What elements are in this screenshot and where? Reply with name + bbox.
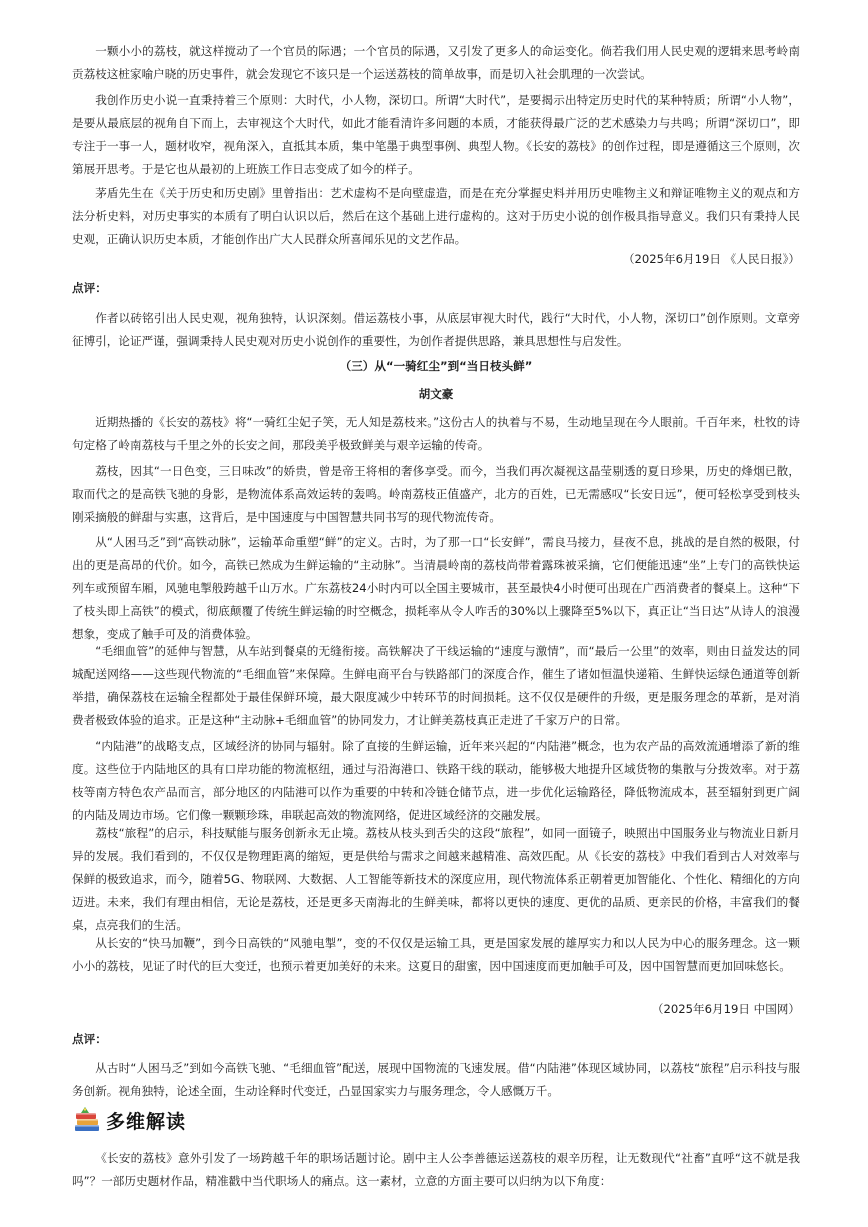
- article1-paragraph: 我创作历史小说一直秉持着三个原则：大时代，小人物，深切口。所谓“大时代”，是要揭示出特定历史时代的某种特质；所谓“小人物”，是要从最底层的视角自下而上，去审视这个大时代，如此才能看清许多问题的本质，才能获得最广泛的艺术感染力与共鸣；所谓“深切口”，即专注于一事一人，题材收窄，视角深入，直抵其本质，集中笔墨于典型事例、典型人物。《长安的荔枝》的创作过程，即是遵循这三个原则，次第展开思考。于是它也从最初的上班族工作日志变成了如今的样子。: [72, 93, 800, 176]
- article2-paragraph: 近期热播的《长安的荔枝》将“一骑红尘妃子笑，无人知是荔枝来。”这份古人的执着与不易，生动地呈现在今人眼前。千百年来，杜牧的诗句定格了岭南荔枝与千里之外的长安之间，那段美乎极致鲜美与艰辛运输的传奇。: [72, 415, 800, 452]
- article2-paragraph: “毛细血管”的延伸与智慧，从车站到餐桌的无缝衔接。高铁解决了干线运输的“速度与激情”，而“最后一公里”的效率，则由日益发达的同城配送网络——这些现代物流的“毛细血管”来保障。生鲜电商平台与铁路部门的深度合作，催生了诸如恒温快递箱、生鲜快运绿色通道等创新举措，确保荔枝在运输全程都处于最佳保鲜环境，最大限度减少中转环节的时间损耗。这不仅仅是硬件的升级，更是服务理念的革新，是对消费者极致体验的追求。正是这种“主动脉+毛细血管”的协同发力，才让鲜美荔枝真正走进了千家万户的日常。: [72, 644, 800, 727]
- section-title: 多维解读: [106, 1110, 187, 1133]
- section-heading: [72, 1103, 186, 1137]
- article2-paragraph: 荔枝“旅程”的启示，科技赋能与服务创新永无止境。荔枝从枝头到舌尖的这段“旅程”，如同一面镜子，映照出中国服务业与物流业日新月异的发展。我们看到的，不仅仅是物理距离的缩短，更是供给与需求之间越来越精准、高效匹配。从《长安的荔枝》中我们看到古人对效率与保鲜的极致追求，而今，随着5G、物联网、大数据、人工智能等新技术的深度应用，现代物流体系正朝着更加智能化、个性化、精细化的方向迈进。未来，我们有理由相信，无论是荔枝，还是更多天南海北的生鲜美味，都将以更快的速度、更优的品质、更亲民的价格，丰富我们的餐桌，点亮我们的生活。: [72, 826, 800, 932]
- books-icon: [72, 1105, 102, 1135]
- article1-source: （2025年6月19日 《人民日报》）: [622, 252, 800, 266]
- article1-paragraph: 茅盾先生在《关于历史和历史剧》里曾指出：艺术虚构不是向壁虚造，而是在充分掌握史料并用历史唯物主义和辩证唯物主义的观点和方法分析史料，对历史事实的本质有了明白认识以后，然后在这个基础上进行虚构的。这对于历史小说的创作极具指导意义。我们只有秉持人民史观，正确认识历史本质，才能创作出广大人民群众所喜闻乐见的文艺作品。: [72, 186, 800, 246]
- article2-paragraph: 从“人困马乏”到“高铁动脉”，运输革命重塑“鲜”的定义。古时，为了那一口“长安鲜”，需良马接力，昼夜不息，挑战的是自然的极限，付出的更是高昂的代价。如今，高铁已然成为生鲜运输的“主动脉”。当清晨岭南的荔枝尚带着露珠被采摘，它们便能迅速“坐”上专门的高铁快运列车或预留车厢，风驰电掣般跨越千山万水。广东荔枝24小时内可以全国主要城市，甚至最快4小时便可出现在广西消费者的餐桌上。这种“下了枝头即上高铁”的模式，彻底颠覆了传统生鲜运输的时空概念，损耗率从令人咋舌的30%以上骤降至5%以下，真正让“当日达”从诗人的浪漫想象，变成了触手可及的消费体验。: [72, 535, 800, 641]
- article2-source: （2025年6月19日 中国网）: [651, 1002, 800, 1016]
- article2-author: 胡文豪: [418, 387, 454, 401]
- article2-paragraph: “内陆港”的战略支点，区域经济的协同与辐射。除了直接的生鲜运输，近年来兴起的“内陆港”概念，也为农产品的高效流通增添了新的维度。这些位于内陆地区的具有口岸功能的物流枢纽，通过与沿海港口、铁路干线的联动，能够极大地提升区域货物的集散与分拨效率。对于荔枝等南方特色农产品而言，部分地区的内陆港可以作为重要的中转和冷链仓储节点，进一步优化运输路径，降低物流成本，甚至辐射到更广阔的内陆及周边市场。它们像一颗颗珍珠，串联起高效的物流网络，促进区域经济的交融发展。: [72, 739, 800, 822]
- article2-comment: 从古时“人困马乏”到如今高铁飞驰、“毛细血管”配送，展现中国物流的飞速发展。借“内陆港”体现区域协同，以荔枝“旅程”启示科技与服务创新。视角独特，论述全面，生动诠释时代变迁，凸显国家实力与服务理念，令人感慨万千。: [72, 1061, 800, 1098]
- article1-comment: 作者以砖铭引出人民史观，视角独特，认识深刻。借运荔枝小事，从底层审视大时代，践行“大时代，小人物，深切口”创作原则。文章旁征博引，论证严谨，强调秉持人民史观对历史小说创作的重要性，为创作者提供思路，兼具思想性与启发性。: [72, 311, 800, 348]
- article2-paragraph: 荔枝，因其“一日色变，三日味改”的娇贵，曾是帝王将相的奢侈享受。而今，当我们再次凝视这晶莹剔透的夏日珍果，历史的烽烟已散，取而代之的是高铁飞驰的身影，是物流体系高效运转的轰鸣。岭南荔枝正值盛产，北方的百姓，已无需感叹“长安日远”，便可轻松享受到枝头刚采摘般的鲜甜与实惠，这背后，是中国速度与中国智慧共同书写的现代物流传奇。: [72, 464, 800, 524]
- article2-title: （三）从“一骑红尘”到“当日枝头鲜”: [339, 359, 533, 373]
- article2-paragraph: 从长安的“快马加鞭”，到今日高铁的“风驰电掣”，变的不仅仅是运输工具，更是国家发展的雄厚实力和以人民为中心的服务理念。这一颗小小的荔枝，见证了时代的巨大变迁，也预示着更加美好的未来。这夏日的甜蜜，因中国速度而更加触手可及，因中国智慧而更加回味悠长。: [72, 936, 800, 973]
- section-intro: 《长安的荔枝》意外引发了一场跨越千年的职场话题讨论。剧中主人公李善德运送荔枝的艰辛历程，让无数现代“社畜”直呼“这不就是我吗”？一部历史题材作品，精准戳中当代职场人的痛点。这一素材，立意的方面主要可以归纳为以下角度：: [72, 1151, 800, 1188]
- article2-comment-label: 点评：: [72, 1032, 107, 1046]
- article1-comment-label: 点评：: [72, 281, 107, 295]
- article1-paragraph: 一颗小小的荔枝，就这样搅动了一个官员的际遇；一个官员的际遇，又引发了更多人的命运变化。倘若我们用人民史观的逻辑来思考岭南贡荔枝这桩家喻户晓的历史事件，就会发现它不该只是一个运送荔枝的简单故事，而是切入社会肌理的一次尝试。: [72, 44, 800, 81]
